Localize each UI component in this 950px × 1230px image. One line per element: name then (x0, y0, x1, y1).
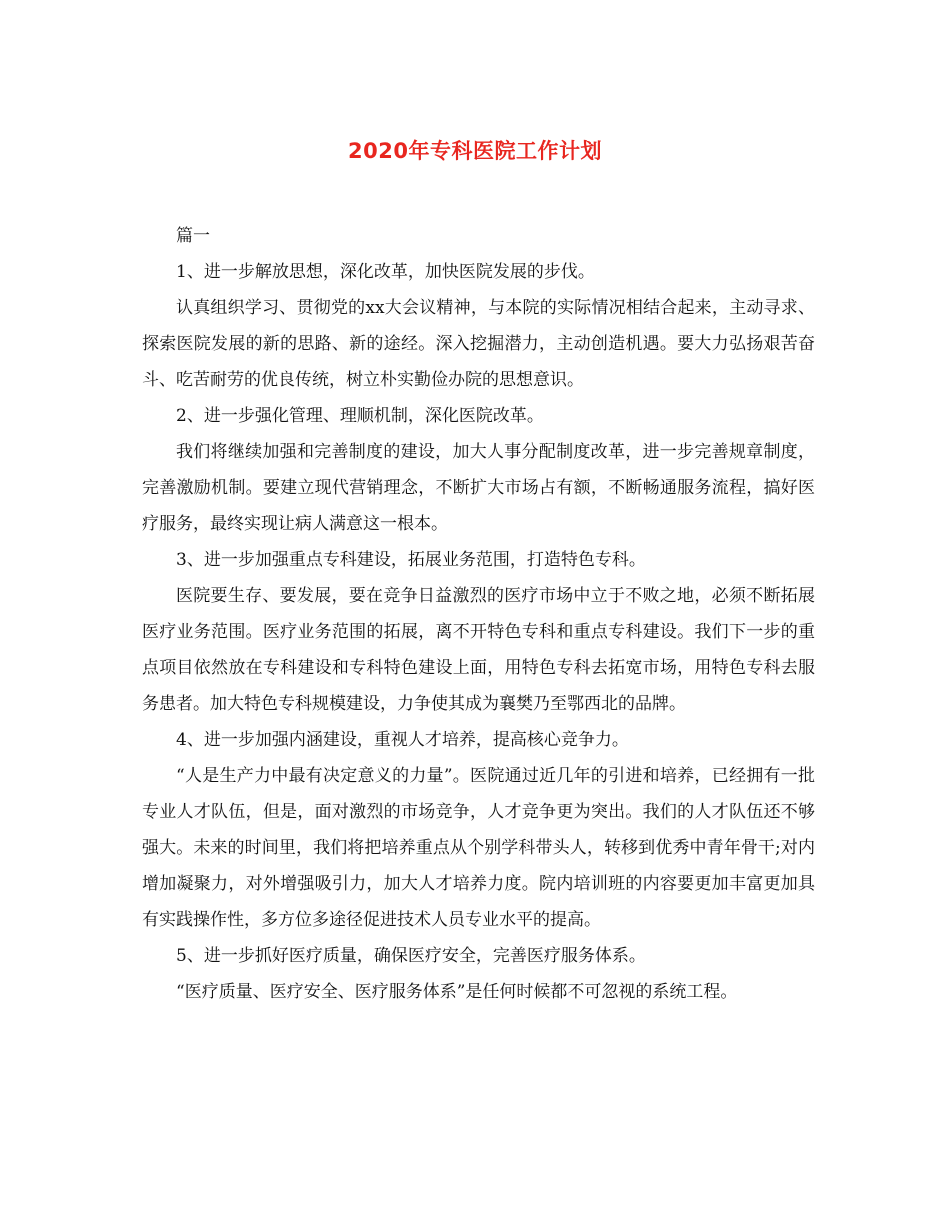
paragraph-5: “医疗质量、医疗安全、医疗服务体系”是任何时候都不可忽视的系统工程。 (176, 982, 738, 1002)
paragraph-1: 认真组织学习、贯彻党的xx大会议精神，与本院的实际情况相结合起来，主动寻求、探索医院发展的新的思路、新的途经。深入挖掘潜力，主动创造机遇。要大力弘扬艰苦奋斗、吃苦耐劳的优良传统，树立朴实勤俭办院的思想意识。 (142, 298, 815, 390)
heading-3: 3、进一步加强重点专科建设，拓展业务范围，打造特色专科。 (176, 550, 646, 570)
heading-5: 5、进一步抓好医疗质量，确保医疗安全，完善医疗服务体系。 (176, 946, 646, 966)
heading-1: 1、进一步解放思想，深化改革，加快医院发展的步伐。 (176, 262, 595, 282)
section-label: 篇一 (176, 226, 210, 246)
heading-4: 4、进一步加强内涵建设，重视人才培养，提高核心竞争力。 (176, 730, 629, 750)
paragraph-4: “人是生产力中最有决定意义的力量”。医院通过近几年的引进和培养，已经拥有一批专业人才队伍，但是，面对激烈的市场竞争，人才竞争更为突出。我们的人才队伍还不够强大。未来的时间里，我们将把培养重点从个别学科带头人，转移到优秀中青年骨干;对内增加凝聚力，对外增强吸引力，加大人才培养力度。院内培训班的内容要更加丰富更加具有实践操作性，多方位多途径促进技术人员专业水平的提高。 (142, 766, 815, 930)
document-title: 2020年专科医院工作计划 (348, 139, 602, 163)
paragraph-2: 我们将继续加强和完善制度的建设，加大人事分配制度改革，进一步完善规章制度，完善激励机制。要建立现代营销理念，不断扩大市场占有额，不断畅通服务流程，搞好医疗服务，最终实现让病人满意这一根本。 (142, 442, 815, 534)
document-body (142, 218, 815, 1010)
paragraph-3: 医院要生存、要发展，要在竞争日益激烈的医疗市场中立于不败之地，必须不断拓展医疗业务范围。医疗业务范围的拓展，离不开特色专科和重点专科建设。我们下一步的重点项目依然放在专科建设和专科特色建设上面，用特色专科去拓宽市场，用特色专科去服务患者。加大特色专科规模建设，力争使其成为襄樊乃至鄂西北的品牌。 (142, 586, 815, 714)
heading-2: 2、进一步强化管理、理顺机制，深化医院改革。 (176, 406, 544, 426)
